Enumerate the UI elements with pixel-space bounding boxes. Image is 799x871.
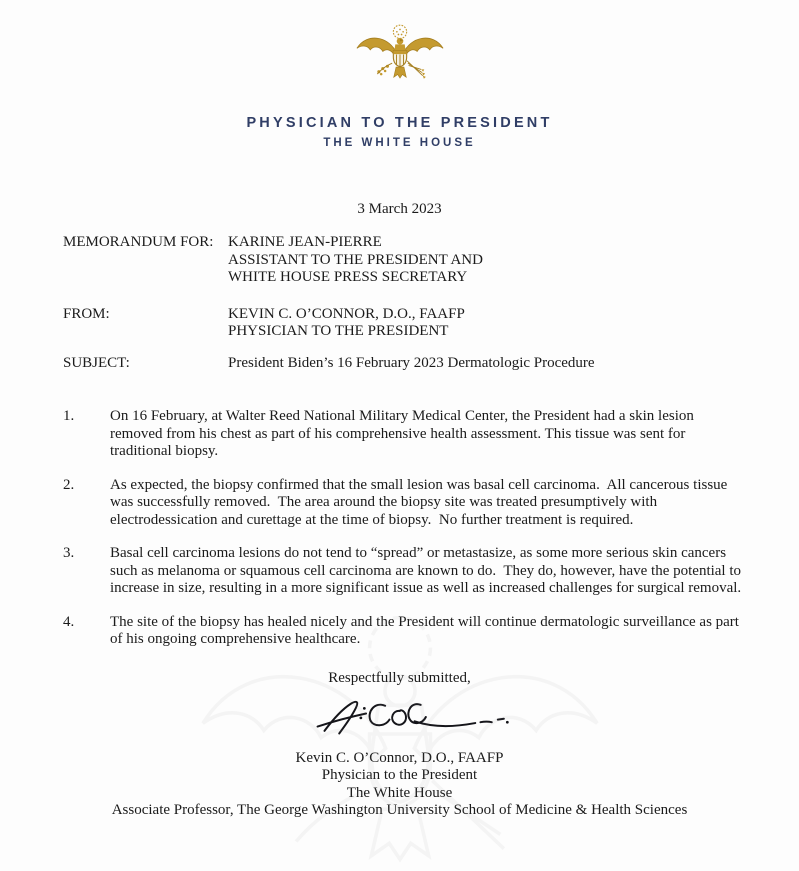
from-row: [63, 306, 748, 341]
salutation: Respectfully submitted,: [328, 669, 471, 686]
paragraph-2-text: As expected, the biopsy confirmed that the small lesion was basal cell carcinoma. All cancerous tissue was successfully removed. The area around the biopsy site was treated presumptively with electrodessication and curettage at the time of biopsy. No further treatment is required.: [110, 476, 732, 528]
recipient-title-1: ASSISTANT TO THE PRESIDENT AND: [228, 251, 483, 268]
memo-body: [63, 408, 748, 649]
paragraph-1: [63, 408, 748, 461]
subject-value: President Biden’s 16 February 2023 Dermatologic Procedure: [228, 354, 595, 371]
paragraph-2-number: 2.: [63, 476, 75, 493]
paragraph-3: [63, 545, 748, 598]
signer-title: Physician to the President: [321, 767, 478, 783]
memo-date: 3 March 2023: [357, 201, 442, 217]
paragraph-4-number: 4.: [63, 613, 75, 630]
presidential-eagle-seal-icon: [353, 22, 447, 98]
signer-affiliation: Associate Professor, The George Washington University School of Medicine & Health Sciences: [111, 802, 688, 818]
handwritten-signature-icon: [0, 691, 799, 748]
sender-name: KEVIN C. O’CONNOR, D.O., FAAFP: [228, 305, 465, 322]
letterhead-title: PHYSICIAN TO THE PRESIDENT: [246, 115, 553, 131]
memorandum-for-value: [228, 234, 483, 287]
recipient-name: KARINE JEAN-PIERRE: [228, 234, 382, 250]
subject-row: [63, 355, 748, 373]
signer-org: The White House: [346, 784, 453, 801]
paragraph-3-text: Basal cell carcinoma lesions do not tend to “spread” or metastasize, as some more serious skin cancers such as melanoma or squamous cell carcinoma are known to do. They do, however, have the potential to increase in size, resulting in a more significant issue as well as increased challenges for surgical removal.: [110, 545, 745, 596]
memorandum-for-label: MEMORANDUM FOR:: [63, 234, 214, 250]
paragraph-1-text: On 16 February, at Walter Reed National Military Medical Center, the President had a skin lesion removed from his chest as part of his comprehensive health assessment. This tissue was sent for traditional biopsy.: [110, 408, 698, 459]
letterhead-subtitle: THE WHITE HOUSE: [323, 137, 476, 149]
memorandum-for-row: [63, 234, 748, 287]
paragraph-1-number: 1.: [63, 408, 75, 424]
paragraph-3-number: 3.: [63, 545, 75, 561]
subject-label: SUBJECT:: [63, 354, 130, 371]
paragraph-4-text: The site of the biopsy has healed nicely and the President will continue dermatologic surveillance as part of his ongoing comprehensive healthcare.: [110, 613, 743, 647]
sender-title: PHYSICIAN TO THE PRESIDENT: [228, 323, 449, 339]
signature-block: [0, 750, 799, 819]
memo-header-fields: [63, 234, 748, 372]
from-label: FROM:: [63, 305, 110, 322]
paragraph-4: [63, 614, 748, 649]
letterhead: [0, 0, 799, 149]
signer-name: Kevin C. O’Connor, D.O., FAAFP: [295, 749, 504, 766]
from-value: [228, 306, 465, 341]
recipient-title-2: WHITE HOUSE PRESS SECRETARY: [228, 269, 468, 285]
paragraph-2: [63, 477, 748, 530]
